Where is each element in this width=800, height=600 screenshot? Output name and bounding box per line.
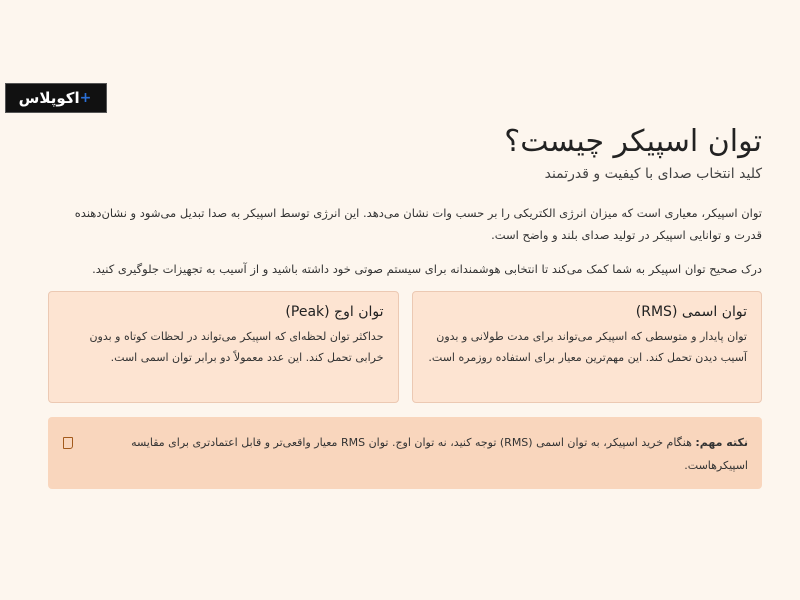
intro-paragraph: درک صحیح توان اسپیکر به شما کمک می‌کند تا انتخابی هوشمندانه برای سیستم صوتی خود داشته باشید و از آسیب به تجهیزات جلوگیری کنید. [92,262,762,276]
note-body: هنگام خرید اسپیکر، به توان اسمی (RMS) توجه کنید، نه توان اوج. توان RMS معیار واقعی‌تر و قابل اعتمادتری برای مقایسه اسپیکرهاست. [131,436,748,472]
note-text [62,431,748,477]
card-title: توان اسمی (RMS) [635,304,747,320]
logo-text: اکوپلاس [18,89,80,107]
note-icon [63,437,73,449]
card-rms [412,291,763,403]
plus-icon: + [79,90,92,106]
intro-paragraph: توان اسپیکر، معیاری است که میزان انرژی الکتریکی را بر حسب وات نشان می‌دهد. این انرژی توسط اسپیکر به صدا تبدیل می‌شود و نشان‌دهنده قدرت و توانایی اسپیکر در تولید صدای بلند و واضح است. [74,206,762,242]
power-types [48,291,762,403]
card-text: توان پایدار و متوسطی که اسپیکر می‌تواند برای مدت طولانی و بدون آسیب دیدن تحمل کند. این مهم‌ترین معیار برای استفاده روزمره است. [428,330,747,364]
card-title: توان اوج (Peak) [285,304,384,320]
logo[interactable] [5,83,107,113]
main-content [48,120,762,489]
card-text: حداکثر توان لحظه‌ای که اسپیکر می‌تواند در لحظات کوتاه و بدون خرابی تحمل کند. این عدد معمولاً دو برابر توان اسمی است. [89,330,384,364]
page-subtitle: کلید انتخاب صدای با کیفیت و قدرتمند [544,166,762,182]
important-note [48,417,762,489]
page-title: توان اسپیکر چیست؟ [504,124,762,159]
card-peak [48,291,399,403]
note-label: نکته مهم: [695,436,748,449]
